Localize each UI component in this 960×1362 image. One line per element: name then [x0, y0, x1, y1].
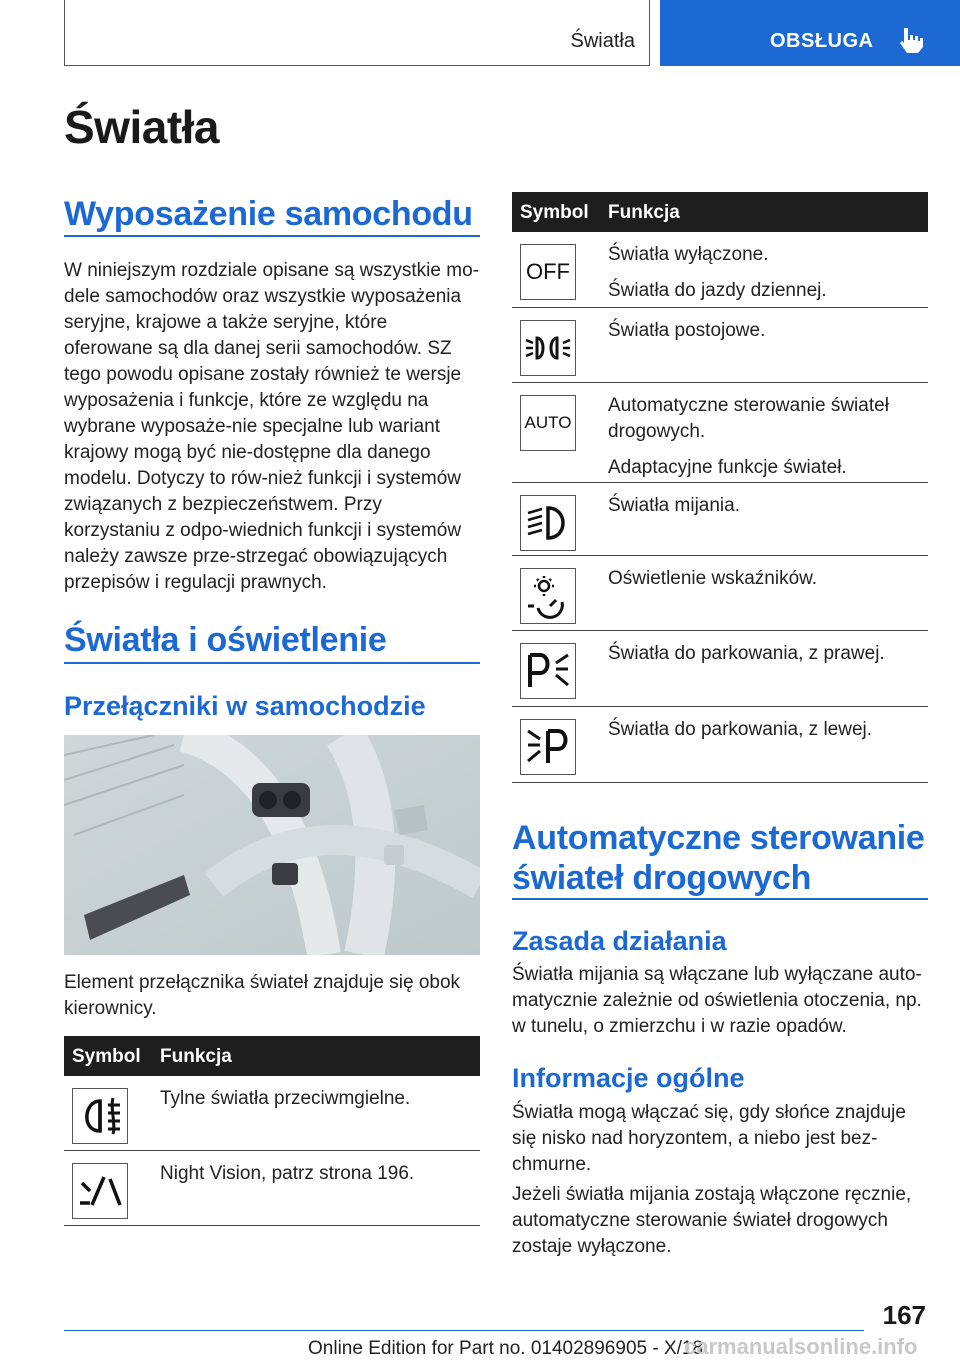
function-text: [608, 717, 920, 743]
function-text-suffix: .: [408, 1163, 415, 1184]
footer-rule: [64, 1330, 864, 1331]
function-text: [160, 1161, 472, 1187]
header-frame: [64, 0, 650, 66]
night-vision-icon: [72, 1163, 128, 1219]
function-text: Tylne światła przeciwmgielne.: [160, 1088, 411, 1109]
function-text-label: Night Vision, patrz strona: [160, 1163, 372, 1184]
low-beam-icon: [520, 495, 576, 551]
rear-fog-light-icon: [72, 1088, 128, 1144]
footer-edition: Online Edition for Part no. 01402896905 - X/18: [308, 1338, 704, 1359]
table-row: [512, 308, 928, 383]
auto-icon-text: AUTO: [524, 413, 572, 432]
table-row: [512, 232, 928, 308]
column-header-symbol: Symbol: [520, 202, 589, 223]
pointing-hand-icon: [898, 26, 924, 54]
function-line: Światła do parkowania, z prawej.: [608, 643, 885, 664]
function-text: [608, 641, 920, 667]
paragraph-general-2: Jeżeli światła mijania zostają włączone ręcznie, automatyczne sterowanie świateł drogowych zostaje wyłączone.: [512, 1184, 912, 1257]
page-number: 167: [882, 1300, 926, 1330]
table-row: [64, 1151, 480, 1226]
function-text: [608, 318, 920, 344]
table-header: [512, 192, 928, 232]
table-row: [512, 707, 928, 783]
paragraph-principle: Światła mijania są włączane lub wyłączane auto-matycznie zależnie od oświetlenia otoczenia, np. w tunelu, o zmierzchu i w razie opadów.: [512, 964, 922, 1037]
heading-auto-high-beam: Automatyczne sterowanie świateł drogowych: [512, 819, 925, 897]
table-row: [64, 1076, 480, 1151]
photo-caption: Element przełącznika świateł znajduje się obok kierownicy.: [64, 972, 461, 1019]
table-header: [64, 1036, 480, 1076]
header-tab-label: OBSŁUGA: [770, 30, 874, 52]
light-switch-photo: [64, 735, 480, 955]
function-line: Światła wyłączone.: [608, 244, 769, 265]
function-text: [608, 493, 920, 519]
heading-rule: [64, 235, 480, 237]
function-line: Automatyczne sterowanie świateł drogowych.: [608, 395, 889, 442]
table-row: [512, 556, 928, 631]
heading-general: Informacje ogólne: [512, 1063, 745, 1093]
function-line: Adaptacyjne funkcje świateł.: [608, 457, 847, 478]
function-line: Światła mijania.: [608, 495, 740, 516]
light-switch-illustration: [64, 735, 480, 955]
function-text: [608, 242, 920, 304]
function-line: Światła postojowe.: [608, 320, 766, 341]
paragraph-general-1: Światła mogą włączać się, gdy słońce znajduje się nisko nad horyzontem, a niebo jest bez-chmurne.: [512, 1102, 906, 1175]
instrument-lighting-icon: [520, 568, 576, 624]
function-line: Oświetlenie wskaźników.: [608, 568, 818, 589]
symbol-table-left: [64, 1036, 480, 1226]
off-icon-text: OFF: [526, 259, 570, 284]
heading-switches: Przełączniki w samochodzie: [64, 691, 426, 721]
watermark: carmanualsonline.info: [684, 1334, 918, 1359]
function-text: [608, 393, 920, 481]
column-header-function: Funkcja: [608, 202, 680, 223]
column-header-function: Funkcja: [160, 1046, 232, 1067]
header-section-title: Światła: [570, 30, 635, 52]
off-icon: [520, 244, 576, 300]
table-row: [512, 483, 928, 556]
parking-right-icon: [520, 643, 576, 699]
auto-icon: [520, 395, 576, 451]
header-tab-obsluga[interactable]: [660, 0, 960, 66]
parking-left-icon: [520, 719, 576, 775]
column-header-symbol: Symbol: [72, 1046, 141, 1067]
function-text: [608, 566, 920, 592]
function-line: Światła do parkowania, z lewej.: [608, 719, 873, 740]
symbol-table-right: [512, 192, 928, 783]
heading-equipment: Wyposażenie samochodu: [64, 195, 473, 233]
paragraph-equipment: W niniejszym rozdziale opisane są wszystkie mo-dele samochodów oraz wszystkie wyposażenia seryjne, krajowe a także seryjne, które oferowane są dla danej serii samochodów. SZ tego powodu opisane zostały również te wersje wyposażenia i funkcje, które ze względu na wybrane wyposaże-nie specjalne lub wariant krajowy mogą być nie-dostępne dla danego modelu. Dotyczy to rów-nież funkcji i systemów związanych z bezpieczeństwem. Przy korzystaniu z odpo-wiednich funkcji i systemów należy zawsze prze-strzegać obowiązujących przepisów i regulacji prawnych.: [64, 260, 479, 593]
table-row: [512, 631, 928, 707]
page-link[interactable]: 196: [377, 1163, 409, 1184]
page-title: Światła: [64, 101, 220, 153]
heading-principle: Zasada działania: [512, 926, 727, 956]
table-row: [512, 383, 928, 483]
parking-lights-icon: [520, 320, 576, 376]
heading-rule: [64, 662, 480, 664]
heading-rule: [512, 898, 928, 900]
heading-lights: Światła i oświetlenie: [64, 621, 387, 659]
function-line: Światła do jazdy dziennej.: [608, 280, 827, 301]
